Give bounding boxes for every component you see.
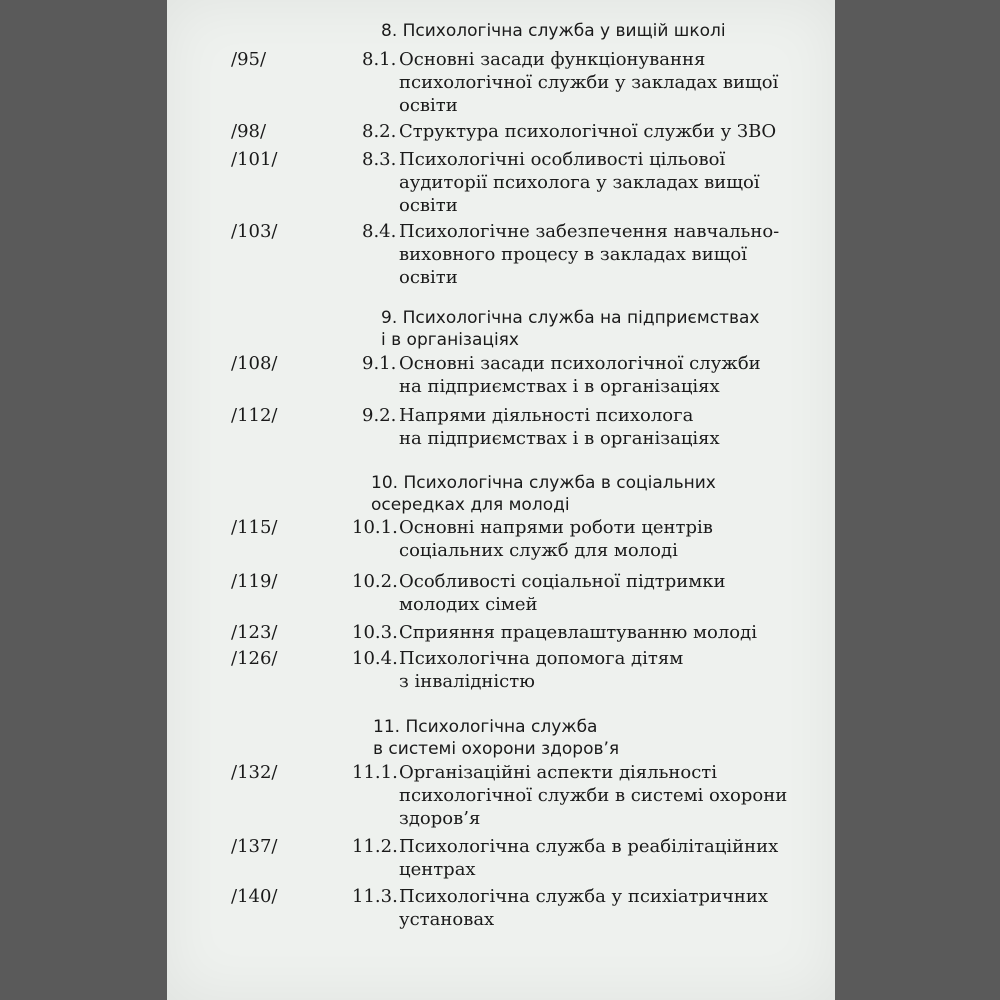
entry-number: 8.2.	[362, 121, 397, 142]
section-heading: 10. Психологічна служба в соціальних осередках для молоді	[371, 473, 716, 515]
entry-title: Особливості соціальної підтримки молодих сімей	[399, 571, 726, 615]
entry-page-ref: /108/	[231, 353, 278, 374]
entry-page-ref: /119/	[231, 571, 278, 592]
entry-title: Психологічне забезпечення навчально- виховного процесу в закладах вищої освіти	[399, 221, 780, 288]
entry-number: 10.2.	[352, 571, 398, 592]
entry-page-ref: /98/	[231, 121, 267, 142]
entry-number: 8.1.	[362, 49, 397, 70]
entry-page-ref: /126/	[231, 648, 278, 669]
entry-title: Організаційні аспекти діяльності психологічної служби в системі охорони здоров’я	[399, 762, 788, 829]
entry-title: Напрями діяльності психолога на підприємствах і в організаціях	[399, 405, 720, 449]
entry-title: Основні засади психологічної служби на підприємствах і в організаціях	[399, 353, 761, 397]
entry-page-ref: /112/	[231, 405, 278, 426]
entry-page-ref: /140/	[231, 886, 278, 907]
entry-page-ref: /137/	[231, 836, 278, 857]
entry-number: 10.3.	[352, 622, 398, 643]
entry-number: 11.2.	[352, 836, 398, 857]
entry-title: Психологічна служба в реабілітаційних центрах	[399, 836, 779, 880]
entry-number: 11.3.	[352, 886, 398, 907]
entry-title: Сприяння працевлаштуванню молоді	[399, 622, 757, 643]
section-heading: 9. Психологічна служба на підприємствах і в організаціях	[381, 308, 760, 350]
entry-number: 9.2.	[362, 405, 397, 426]
entry-title: Психологічна служба у психіатричних установах	[399, 886, 769, 930]
entry-page-ref: /101/	[231, 149, 278, 170]
section-heading: 11. Психологічна служба в системі охорони здоров’я	[373, 717, 620, 759]
entry-number: 10.1.	[352, 517, 398, 538]
entry-page-ref: /123/	[231, 622, 278, 643]
entry-page-ref: /103/	[231, 221, 278, 242]
book-page	[167, 0, 835, 1000]
entry-number: 10.4.	[352, 648, 398, 669]
entry-page-ref: /95/	[231, 49, 267, 70]
section-heading: 8. Психологічна служба у вищій школі	[381, 21, 726, 41]
entry-title: Психологічні особливості цільової аудиторії психолога у закладах вищої освіти	[399, 149, 760, 216]
entry-page-ref: /115/	[231, 517, 278, 538]
entry-page-ref: /132/	[231, 762, 278, 783]
entry-title: Психологічна допомога дітям з інвалідністю	[399, 648, 684, 692]
entry-number: 8.3.	[362, 149, 397, 170]
entry-number: 8.4.	[362, 221, 397, 242]
entry-number: 11.1.	[352, 762, 398, 783]
entry-title: Структура психологічної служби у ЗВО	[399, 121, 777, 142]
entry-title: Основні напрями роботи центрів соціальних служб для молоді	[399, 517, 713, 561]
entry-number: 9.1.	[362, 353, 397, 374]
entry-title: Основні засади функціонування психологічної служби у закладах вищої освіти	[399, 49, 779, 116]
